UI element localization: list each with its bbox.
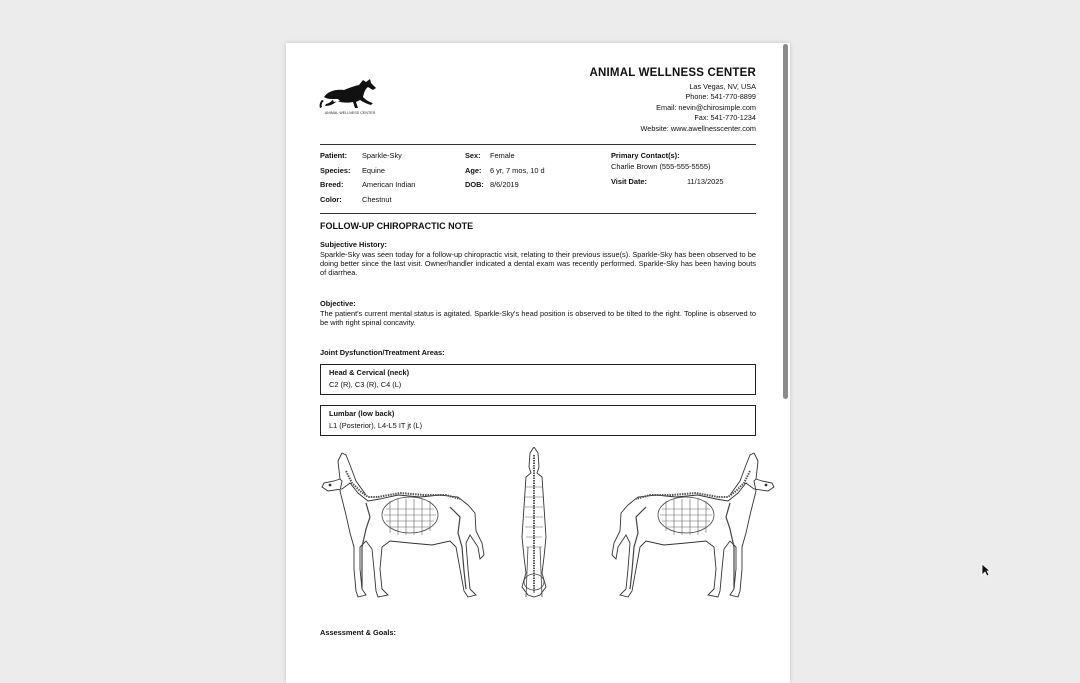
scrollbar-thumb[interactable]: [783, 44, 788, 399]
color-value: Chestnut: [362, 194, 392, 204]
clinic-phone: Phone: 541-770-8899: [685, 92, 756, 102]
contact-value: Charlie Brown (555-555-5555): [611, 162, 711, 171]
subjective-title: Subjective History:: [320, 240, 387, 249]
horse-skeleton-diagram: [320, 447, 780, 607]
clinic-logo: [318, 75, 382, 119]
species-value: Equine: [362, 165, 386, 175]
horse-logo-icon: [318, 75, 382, 111]
note-title: FOLLOW-UP CHIROPRACTIC NOTE: [320, 221, 474, 231]
objective-title: Objective:: [320, 299, 356, 308]
patient-info-col-1: [320, 151, 415, 209]
patient-value: Sparkle-Sky: [362, 151, 402, 160]
patient-label: Patient:: [320, 151, 348, 160]
clinic-address: Las Vegas, NV, USA: [689, 82, 756, 91]
patient-info-col-3: [611, 151, 723, 191]
joint-dysfunction-title: Joint Dysfunction/Treatment Areas:: [320, 348, 445, 357]
treatment-area-detail: L1 (Posterior), L4-L5 IT jt (L): [329, 421, 423, 430]
clinic-name: ANIMAL WELLNESS CENTER: [589, 67, 756, 79]
patient-info-col-2: [465, 151, 545, 195]
clinic-website: Website: www.awellnesscenter.com: [640, 123, 756, 133]
dob-value: 8/6/2019: [490, 180, 519, 190]
assessment-title: Assessment & Goals:: [320, 628, 396, 637]
clinic-email: Email: nevin@chirosimple.com: [656, 102, 756, 112]
treatment-area-title: Head & Cervical (neck): [329, 368, 410, 377]
subjective-text: Sparkle-Sky was seen today for a follow-up chiropractic visit, relating to their previous issue(s). Sparkle-Sky has been observed to be doing better since the last visit. Owner/handler indicated a dental exam was recently performed. Sparkle-Sky has been having bouts of diarrhea.: [320, 250, 756, 278]
clinic-fax: Fax: 541-770-1234: [694, 113, 756, 123]
species-label: Species:: [320, 165, 351, 175]
dob-label: DOB:: [465, 180, 484, 190]
breed-value: American Indian: [362, 180, 416, 190]
contact-label: Primary Contact(s):: [611, 151, 680, 160]
color-label: Color:: [320, 194, 342, 204]
age-label: Age:: [465, 165, 482, 175]
logo-caption: ANIMAL WELLNESS CENTER: [324, 111, 376, 115]
treatment-area-detail: C2 (R), C3 (R), C4 (L): [329, 380, 402, 389]
visit-date-value: 11/13/2025: [687, 176, 724, 186]
mouse-cursor-icon: [981, 563, 991, 582]
sex-label: Sex:: [465, 151, 481, 160]
treatment-area-box: [320, 364, 756, 395]
header-divider: [320, 144, 756, 145]
clinic-header: [590, 67, 756, 134]
age-value: 6 yr, 7 mos, 10 d: [490, 165, 545, 175]
sex-value: Female: [490, 151, 515, 160]
info-divider: [320, 213, 756, 214]
treatment-area-title: Lumbar (low back): [329, 409, 395, 418]
treatment-area-box: [320, 405, 756, 436]
visit-date-label: Visit Date:: [611, 176, 648, 186]
objective-text: The patient's current mental status is agitated. Sparkle-Sky's head position is observed to be tilted to the right. Topline is observed to be with right spinal concavity.: [320, 309, 756, 328]
document-page: [286, 43, 790, 683]
breed-label: Breed:: [320, 180, 344, 190]
